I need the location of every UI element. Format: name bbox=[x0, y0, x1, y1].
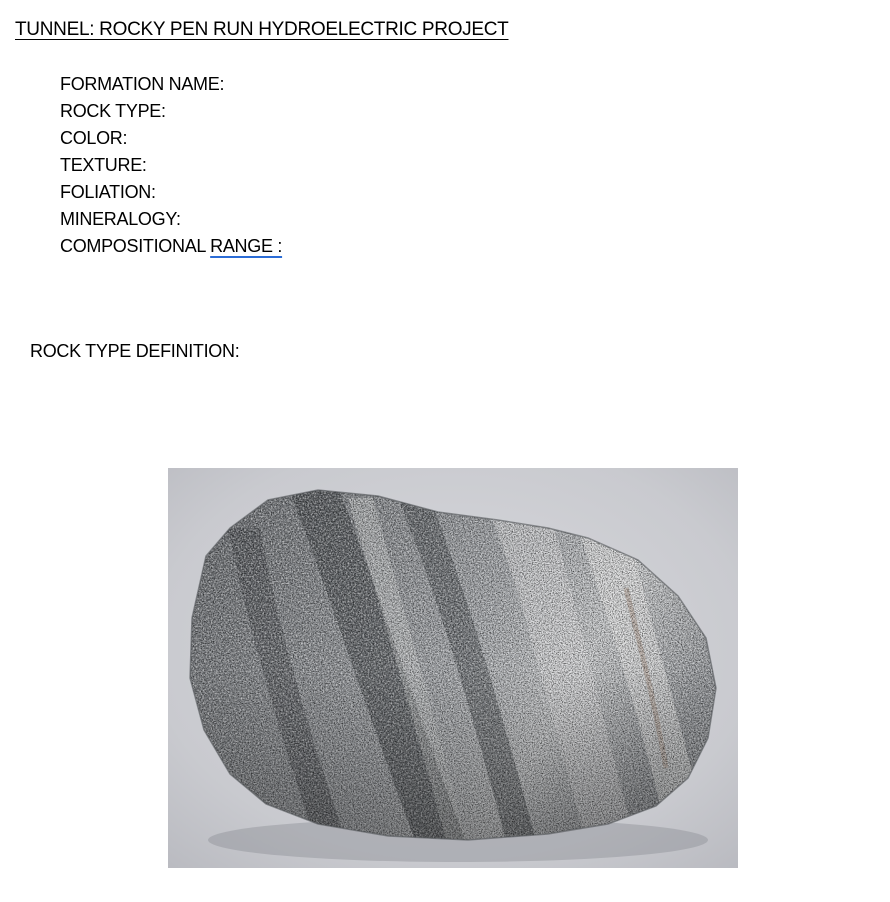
texture-label: TEXTURE: bbox=[60, 155, 147, 175]
range-spellcheck-word: RANGE : bbox=[210, 236, 283, 256]
formation-name-label: FORMATION NAME: bbox=[60, 74, 225, 94]
compositional-prefix: COMPOSITIONAL bbox=[60, 236, 211, 256]
compositional-range-label bbox=[60, 233, 282, 260]
mineralogy-label: MINERALOGY: bbox=[60, 209, 181, 229]
foliation-label: FOLIATION: bbox=[60, 182, 156, 202]
document-title: TUNNEL: ROCKY PEN RUN HYDROELECTRIC PROJECT bbox=[15, 19, 509, 40]
color-label: COLOR: bbox=[60, 128, 128, 148]
field-list bbox=[60, 71, 282, 260]
rock-type-label: ROCK TYPE: bbox=[60, 101, 166, 121]
rock-type-definition-label: ROCK TYPE DEFINITION: bbox=[30, 341, 240, 361]
rock-sample-photo bbox=[168, 468, 738, 868]
